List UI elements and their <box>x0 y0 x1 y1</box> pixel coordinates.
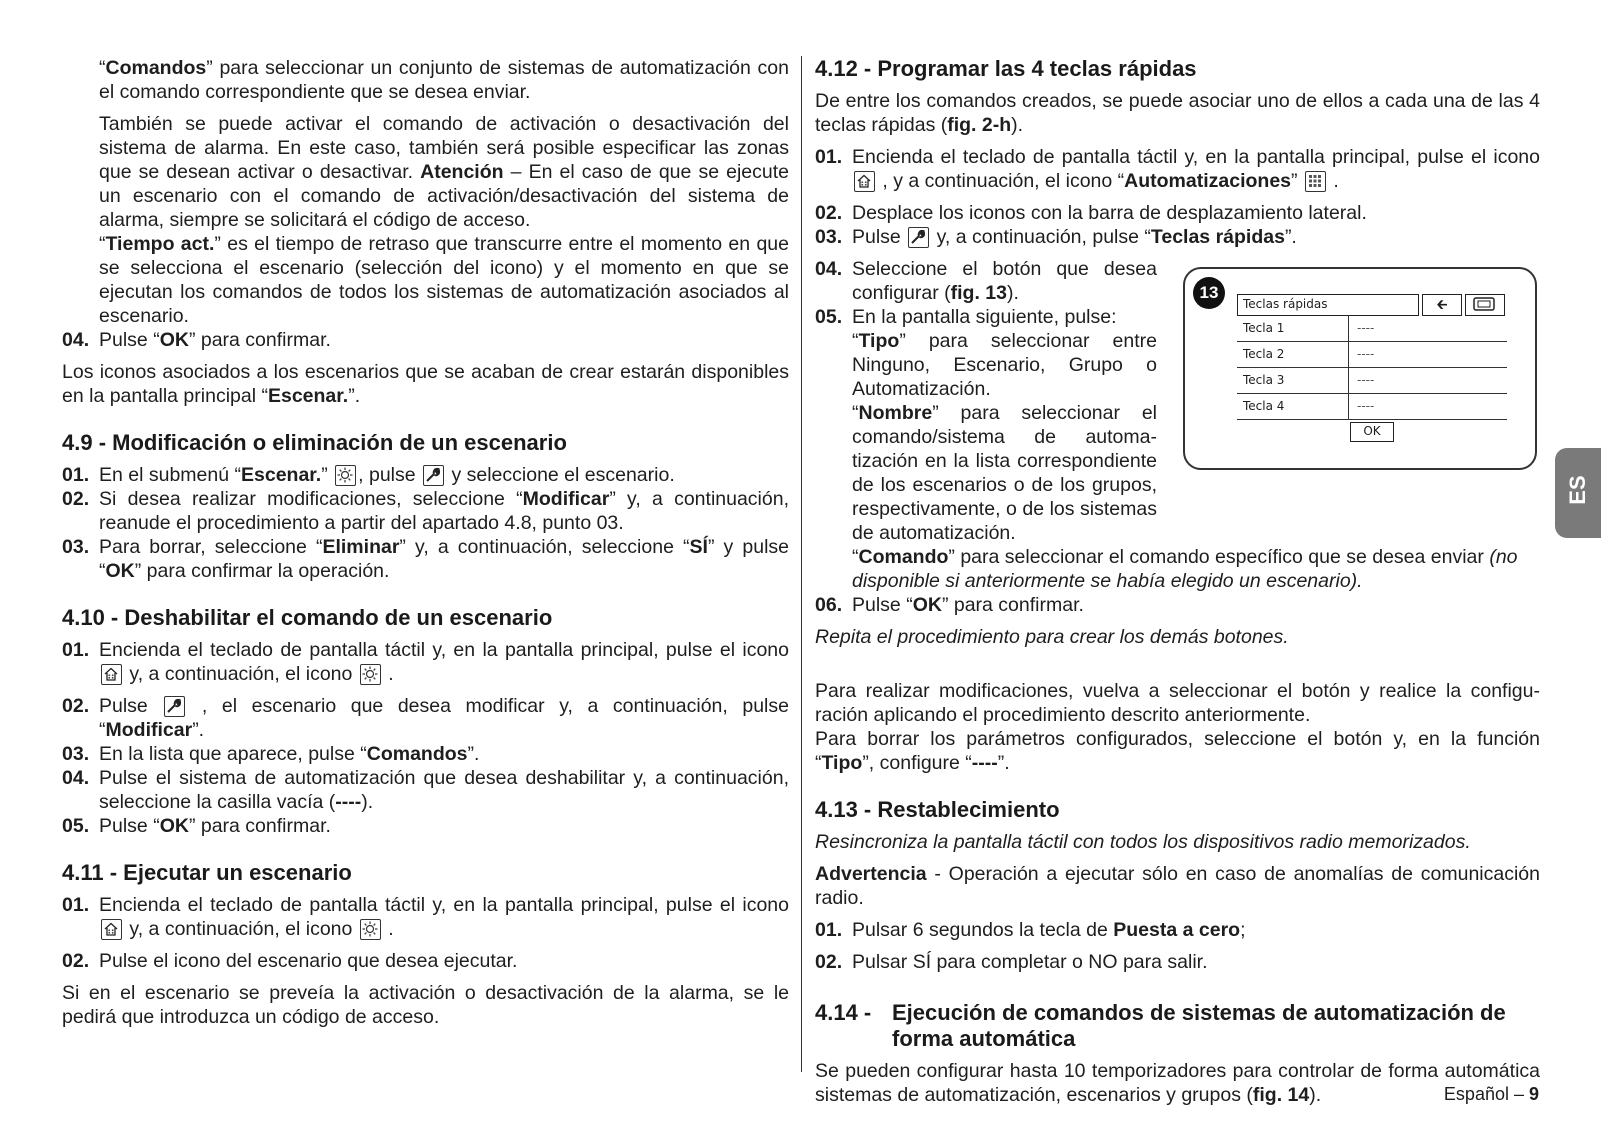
home-icon <box>101 919 122 940</box>
right-column <box>815 56 1540 1107</box>
step-02: 02. Si desea realizar modificaciones, seleccione “Modificar” y, a continuación, reanude el procedimiento a partir del apartado 4.8, punto 03. <box>62 488 789 534</box>
column-divider <box>801 56 802 1072</box>
note-repita: Repita el procedimiento para crear los demás botones. <box>815 626 1289 648</box>
touchscreen-mockup <box>1237 294 1507 442</box>
page-footer <box>1444 1082 1539 1106</box>
scenario-sun-icon <box>360 664 381 685</box>
figure-number-badge: 13 <box>1193 277 1225 309</box>
paragraph-alarma: También se puede activar el comando de activación o desactivación del sistema de alarma. En este caso, también será posible especificar las zonas que se desean activar o desactivar. Atención – En el caso de que se ejecute un escenario con el comando de activación/desactivación del sistema de alarma, siempre se solicitará el código de acceso. <box>99 113 790 231</box>
wrench-icon <box>908 227 929 248</box>
wrench-icon <box>164 696 185 717</box>
step-01: 01. Encienda el teclado de pantalla táctil y, en la pantalla principal, pulse el icono y, a continuación, el icono . <box>62 894 789 940</box>
step-02: 02. Pulse el icono del escenario que desea ejecutar. <box>62 950 518 972</box>
option-tipo: “Tipo” para seleccionar entre Ninguno, Escenario, Grupo o Automatización. <box>852 330 1157 400</box>
step-01: 01. Encienda el teclado de pantalla táctil y, en la pantalla principal, pulse el icono , y a continuación, el icono “Automatizaciones” . <box>815 146 1540 192</box>
page-number: 9 <box>1528 1084 1539 1104</box>
step-03: 03. Para borrar, seleccione “Eliminar” y, a continuación, seleccione “SÍ” y pulse “OK” para confirmar la operación. <box>62 536 790 582</box>
heading-4-12: 4.12 - Programar las 4 teclas rápidas <box>815 56 1197 81</box>
ok-button: OK <box>1350 422 1394 442</box>
step-02: 02. Desplace los iconos con la barra de desplazamiento lateral. <box>815 202 1367 224</box>
paragraph-resincroniza: Resincroniza la pantalla táctil con todos los dispositivos radio memorizados. <box>815 831 1471 853</box>
step-06: 06. Pulse “OK” para confirmar. <box>815 594 1084 616</box>
option-nombre: “Nombre” para seleccionar el comando/sistema de automatización en la lista correspondiente de los escenarios o de los grupos, respectivamente, o de los sistemas de automatización. <box>852 402 1157 544</box>
step-01: 01. Encienda el teclado de pantalla táctil y, en la pantalla principal, pulse el icono y, a continuación, el icono . <box>62 639 789 685</box>
step-03: 03. En la lista que aparece, pulse “Comandos”. <box>62 743 480 765</box>
home-icon <box>101 664 122 685</box>
heading-4-10: 4.10 - Deshabilitar el comando de un escenario <box>62 605 553 630</box>
narrow-steps <box>815 257 1157 401</box>
step-01: 01. En el submenú “Escenar.” , pulse y seleccione el escenario. <box>62 464 675 486</box>
paragraph-borrar: Para borrar los parámetros configurados, seleccione el botón y, en la función “Tipo”, configure “----”. <box>815 728 1540 774</box>
step-02: 02. Pulsar SÍ para completar o NO para salir. <box>815 951 1208 973</box>
figure-13 <box>1183 267 1537 470</box>
display-icon <box>1465 294 1505 316</box>
heading-4-14: 4.14 - Ejecución de comandos de sistemas de automatización de forma automática <box>815 1000 1506 1051</box>
arrow-left-icon: 🡰 <box>1422 294 1462 316</box>
key-row: Tecla 4 ---- <box>1237 394 1507 420</box>
option-comando: “Comando” para seleccionar el comando específico que se desea enviar (no disponible si anteriormente se había elegido un escenario). <box>852 546 1518 592</box>
paragraph-temporizadores: Se pueden configurar hasta 10 temporizadores para controlar de forma automática sistemas de automatización, escenarios y grupos (fig. 14). <box>815 1060 1540 1106</box>
step-03: 03. Pulse y, a continuación, pulse “Teclas rápidas”. <box>815 226 1297 248</box>
step-04: 04. Seleccione el botón que desea configurar (fig. 13). <box>815 258 1157 304</box>
heading-4-9: 4.9 - Modificación o eliminación de un escenario <box>62 430 567 455</box>
home-icon <box>854 171 875 192</box>
screen-header <box>1237 294 1507 316</box>
scenario-sun-icon <box>360 919 381 940</box>
paragraph-advertencia: Advertencia - Operación a ejecutar sólo en caso de anomalías de comunicación radio. <box>815 863 1540 909</box>
screen-title: Teclas rápidas <box>1237 294 1419 316</box>
paragraph-tiempo-act: “Tiempo act.” es el tiempo de retraso que transcurre entre el momento en que se selecciona el escenario (selección del icono) y el momento en que se ejecutan los comandos de todos los sistemas de automatización asociados al escenario. <box>99 233 789 327</box>
step-05: 05. En la pantalla siguiente, pulse: <box>815 306 1117 328</box>
key-row: Tecla 2 ---- <box>1237 342 1507 368</box>
wrench-icon <box>423 465 444 486</box>
left-column <box>62 56 789 1029</box>
heading-4-13: 4.13 - Restablecimiento <box>815 797 1060 822</box>
paragraph-modificaciones: Para realizar modificaciones, vuelva a seleccionar el botón y realice la configuración aplicando el procedimiento descrito anteriormente. <box>815 680 1540 726</box>
paragraph-iconos: Los iconos asociados a los escenarios que se acaban de crear estarán disponibles en la pantalla principal “Escenar.”. <box>62 361 789 407</box>
footer-language: Español – <box>1443 1084 1529 1104</box>
step-02: 02. Pulse , el escenario que desea modificar y, a continuación, pulse “Modificar”. <box>62 695 789 741</box>
grid-automation-icon <box>1305 171 1326 192</box>
step-04: 04. Pulse “OK” para confirmar. <box>62 329 331 351</box>
scenario-sun-icon <box>335 465 356 486</box>
step-01: 01. Pulsar 6 segundos la tecla de Puesta a cero; <box>815 919 1246 941</box>
heading-4-11: 4.11 - Ejecutar un escenario <box>62 860 352 885</box>
paragraph-teclas: De entre los comandos creados, se puede asociar uno de ellos a cada una de las 4 teclas rápidas (fig. 2-h). <box>815 90 1540 136</box>
step-05: 05. Pulse “OK” para confirmar. <box>62 815 331 837</box>
key-row: Tecla 3 ---- <box>1237 368 1507 394</box>
paragraph-alarma-codigo: Si en el escenario se preveía la activación o desactivación de la alarma, se le pedirá que introduzca un código de acceso. <box>62 982 789 1028</box>
key-row: Tecla 1 ---- <box>1237 316 1507 342</box>
language-tab: ES <box>1555 448 1601 538</box>
step-04: 04. Pulse el sistema de automatización que desea deshabilitar y, a continuación, seleccione la casilla vacía (----). <box>62 767 789 813</box>
paragraph-comandos: “Comandos” para seleccionar un conjunto de sistemas de automatización con el comando correspondiente que se desea enviar. <box>99 57 789 103</box>
